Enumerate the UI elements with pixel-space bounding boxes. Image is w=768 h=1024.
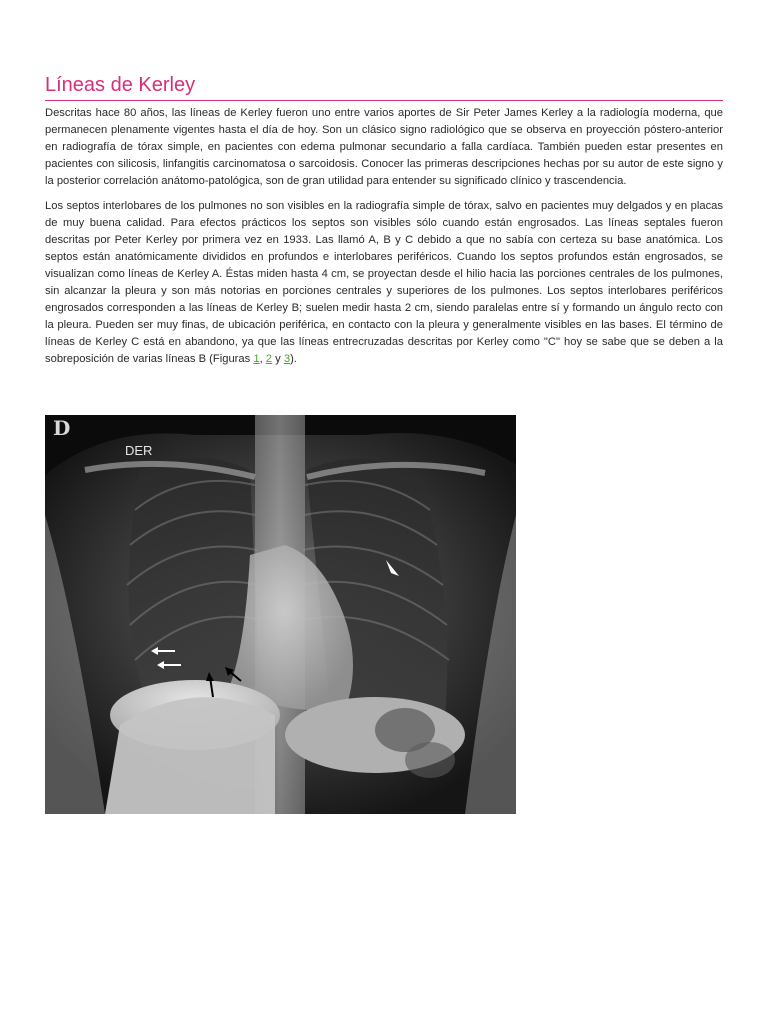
figure-refs-close: ). (290, 353, 297, 365)
figure-refs-sep-2: y (272, 353, 284, 365)
figure-3-link[interactable]: 3 (283, 353, 291, 365)
figure-1-link[interactable]: 1 (253, 353, 260, 365)
corner-mark: D (53, 416, 71, 440)
article (45, 72, 723, 368)
septa-paragraph-text: Los septos interlobares de los pulmones no son visibles en la radiografía simple de tórax, salvo en pacientes muy delgados y en placas de muy buena calidad. Para efectos prácticos los septos son visibles sólo cuando están engrosados. Las líneas septales fueron descritas por Peter Kerley por primera vez en 1933. Las llamó A, B y C debido a que no sabía con certeza su base anatómica. Los septos están anatómicamente divididos en profundos e interlobares periféricos. Cuando los septos profundos están engrosados, se visualizan como líneas de Kerley A. Éstas miden hasta 4 cm, se proyectan desde el hilio hacia las porciones centrales de los pulmones, sin alcanzar la pleura y son más notorias en porciones centrales y superiores de los pulmones. Los septos interlobares periféricos engrosados corresponden a las líneas de Kerley B; suelen medir hasta 2 cm, siendo paralelas entre sí y formando un ángulo recto con la pleura. Pueden ser muy finas, de ubicación periférica, en contacto con la pleura y generalmente visibles en las bases. El término de líneas de Kerley C está en abandono, ya que las líneas entrecruzadas descritas por Kerley como "C" hoy se sabe que se deben a la sobreposición de varias líneas B (45, 200, 723, 365)
figure-2-link[interactable]: 2 (265, 353, 273, 365)
page-title: Líneas de Kerley (45, 72, 723, 101)
figure-refs-open: (Figuras (206, 353, 254, 365)
septa-paragraph (45, 198, 723, 368)
figure-refs-sep-1: , (259, 353, 266, 365)
chest-xray-image (45, 415, 516, 814)
chest-xray-figure (45, 415, 516, 814)
side-label: DER (125, 443, 153, 458)
intro-paragraph: Descritas hace 80 años, las líneas de Kerley fueron uno entre varios aportes de Sir Peter James Kerley a la radiología moderna, que permanecen plenamente vigentes hasta el día de hoy. Son un clásico signo radiológico que se observa en proyección póstero-anterior en radiografía de tórax simple, en pacientes con edema pulmonar secundario a falla cardíaca. También pueden estar presentes en pacientes con silicosis, linfangitis carcinomatosa o sarcoidosis. Conocer las primeras descripciones hechas por su autor de este signo y la posterior correlación anátomo-patológica, son de gran utilidad para entender su significado clínico y trascendencia. (45, 107, 723, 187)
